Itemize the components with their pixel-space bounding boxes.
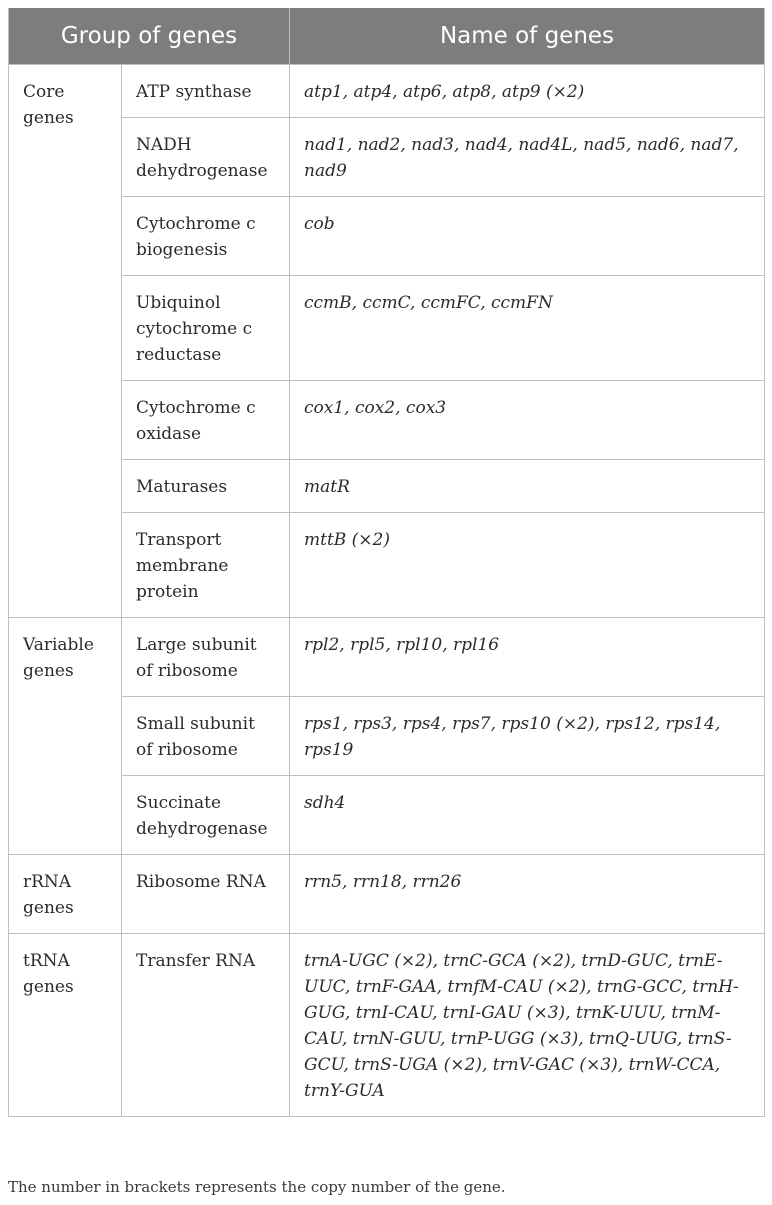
genes-cell: sdh4 bbox=[290, 776, 765, 855]
group-label-core: Core genes bbox=[9, 65, 122, 618]
table-row bbox=[9, 697, 765, 776]
function-cell: Maturases bbox=[122, 460, 290, 513]
header-group-of-genes: Group of genes bbox=[9, 8, 290, 65]
genes-cell: matR bbox=[290, 460, 765, 513]
genes-cell: mttB (×2) bbox=[290, 513, 765, 618]
table-header-row bbox=[9, 8, 765, 65]
function-cell: Large subunit of ribosome bbox=[122, 618, 290, 697]
function-cell: Succinate dehydrogenase bbox=[122, 776, 290, 855]
table-row bbox=[9, 855, 765, 934]
group-label-trna: tRNA genes bbox=[9, 934, 122, 1117]
gene-table-container bbox=[8, 8, 764, 1117]
genes-cell: nad1, nad2, nad3, nad4, nad4L, nad5, nad6, nad7, nad9 bbox=[290, 118, 765, 197]
table-row bbox=[9, 618, 765, 697]
genes-cell: rpl2, rpl5, rpl10, rpl16 bbox=[290, 618, 765, 697]
table-row bbox=[9, 276, 765, 381]
table-row bbox=[9, 934, 765, 1117]
table-row bbox=[9, 118, 765, 197]
genes-cell: ccmB, ccmC, ccmFC, ccmFN bbox=[290, 276, 765, 381]
table-row bbox=[9, 776, 765, 855]
function-cell: Small subunit of ribosome bbox=[122, 697, 290, 776]
genes-cell: rps1, rps3, rps4, rps7, rps10 (×2), rps12, rps14, rps19 bbox=[290, 697, 765, 776]
table-row bbox=[9, 197, 765, 276]
genes-cell: trnA-UGC (×2), trnC-GCA (×2), trnD-GUC, trnE-UUC, trnF-GAA, trnfM-CAU (×2), trnG-GCC, trnH-GUG, trnI-CAU, trnI-GAU (×3), trnK-UUU, trnM-CAU, trnN-GUU, trnP-UGG (×3), trnQ-UUG, trnS-GCU, trnS-UGA (×2), trnV-GAC (×3), trnW-CCA, trnY-GUA bbox=[290, 934, 765, 1117]
genes-cell: atp1, atp4, atp6, atp8, atp9 (×2) bbox=[290, 65, 765, 118]
table-row bbox=[9, 460, 765, 513]
gene-table bbox=[8, 8, 765, 1117]
genes-cell: rrn5, rrn18, rrn26 bbox=[290, 855, 765, 934]
function-cell: Transfer RNA bbox=[122, 934, 290, 1117]
function-cell: NADH dehydrogenase bbox=[122, 118, 290, 197]
table-row bbox=[9, 513, 765, 618]
function-cell: Ubiquinol cytochrome c reductase bbox=[122, 276, 290, 381]
genes-cell: cox1, cox2, cox3 bbox=[290, 381, 765, 460]
function-cell: Ribosome RNA bbox=[122, 855, 290, 934]
function-cell: Transport membrane protein bbox=[122, 513, 290, 618]
function-cell: Cytochrome c oxidase bbox=[122, 381, 290, 460]
table-row bbox=[9, 65, 765, 118]
function-cell: ATP synthase bbox=[122, 65, 290, 118]
group-label-rrna: rRNA genes bbox=[9, 855, 122, 934]
table-footnote: The number in brackets represents the copy number of the gene. bbox=[8, 1178, 506, 1196]
table-row bbox=[9, 381, 765, 460]
group-label-variable: Variable genes bbox=[9, 618, 122, 855]
header-name-of-genes: Name of genes bbox=[290, 8, 765, 65]
function-cell: Cytochrome c biogenesis bbox=[122, 197, 290, 276]
genes-cell: cob bbox=[290, 197, 765, 276]
